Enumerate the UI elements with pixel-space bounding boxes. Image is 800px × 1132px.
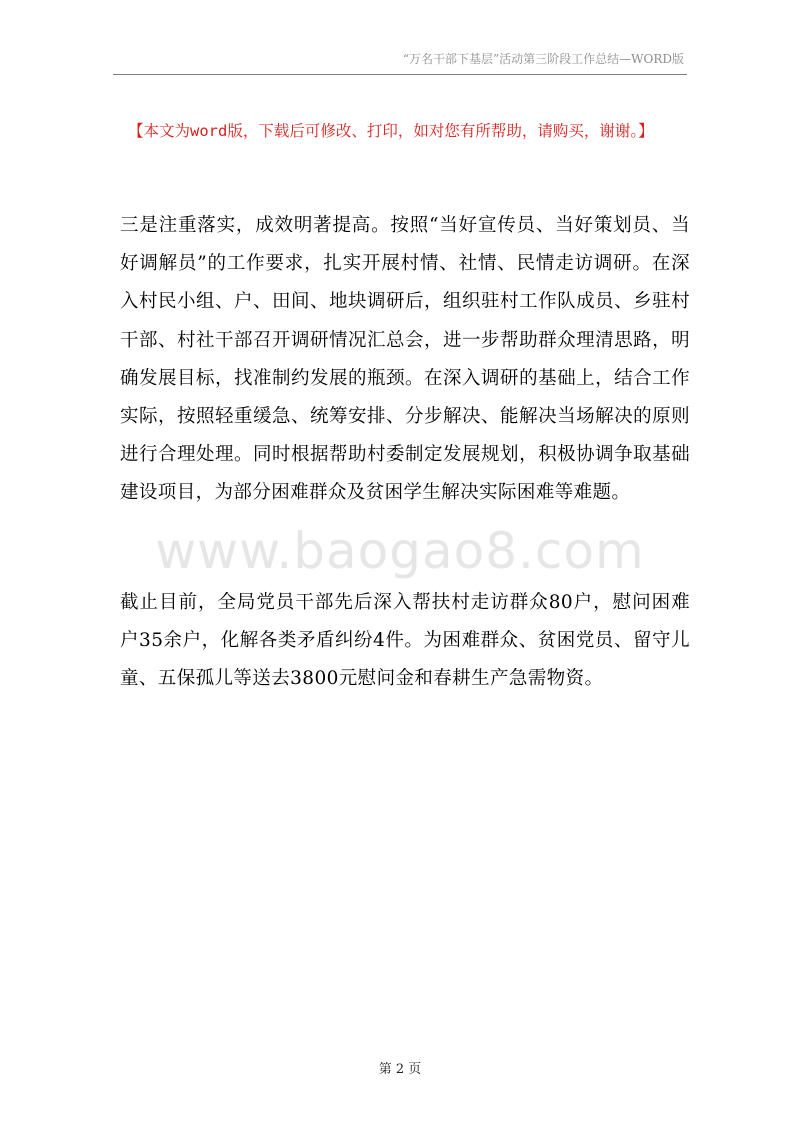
download-notice: 【本文为word版，下载后可修改、打印，如对您有所帮助，请购买，谢谢。】 (128, 122, 654, 140)
body-paragraph-1: 三是注重落实，成效明著提高。按照“当好宣传员、当好策划员、当好调解员”的工作要求，扎实开展村情、社情、民情走访调研。在深入村民小组、户、田间、地块调研后，组织驻村工作队成员、乡驻村干部、村社干部召开调研情况汇总会，进一步帮助群众理清思路，明确发展目标，找准制约发展的瓶颈。在深入调研的基础上，结合工作实际，按照轻重缓急、统筹安排、分步解决、能解决当场解决的原则进行合理处理。同时根据帮助村委制定发展规划，积极协调争取基础建设项目，为部分困难群众及贫困学生解决实际困难等难题。 (120, 215, 690, 504)
document-header-title: “万名干部下基层”活动第三阶段工作总结—WORD版 (402, 52, 684, 66)
header-divider (113, 74, 687, 75)
watermark: www.baogao8.com (155, 522, 645, 580)
body-paragraph-2: 截止目前，全局党员干部先后深入帮扶村走访群众80户，慰问困难户35余户，化解各类矛盾纠纷4件。为困难群众、贫困党员、留守儿童、五保孤儿等送去3800元慰问金和春耕生产急需物资。 (120, 592, 690, 690)
page-number: 第 2 页 (378, 1062, 422, 1077)
